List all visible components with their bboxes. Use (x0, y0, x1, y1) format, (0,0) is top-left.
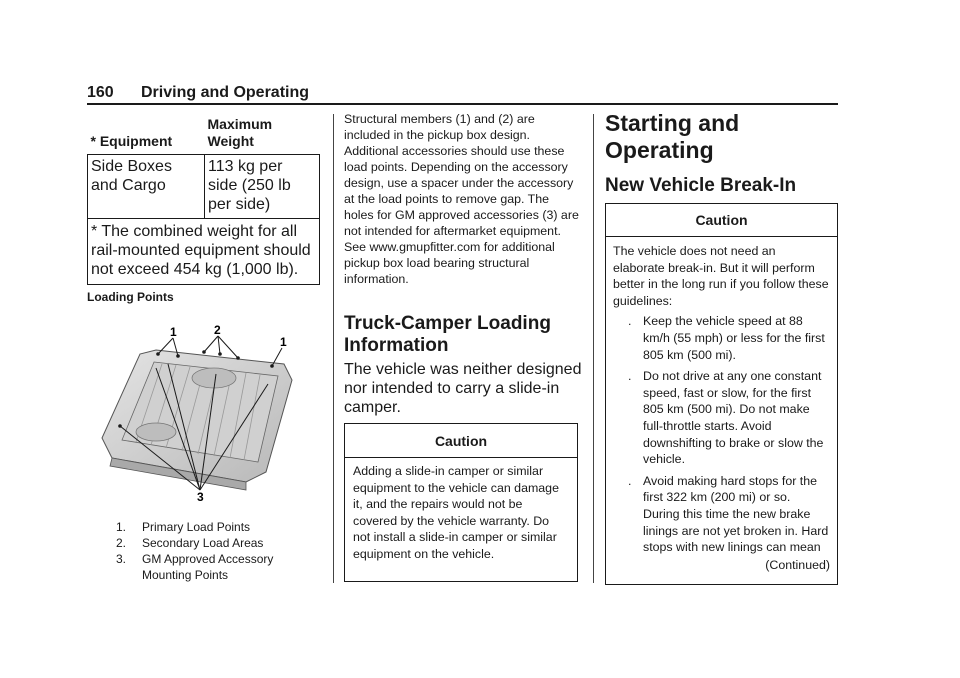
page-number: 160 (87, 84, 114, 101)
list-item (613, 473, 830, 556)
caution-title: Caution (606, 204, 837, 237)
legend-item (116, 519, 326, 535)
list-item-text: Keep the vehicle speed at 88 km/h (55 mph) or less for the first 805 km (500 mi). (643, 314, 825, 362)
bullet-marker: . (628, 473, 632, 488)
weight-table (87, 114, 320, 285)
legend-number: 1. (116, 520, 127, 534)
starting-operating-heading: Starting and Operating (605, 110, 740, 163)
column-divider-1 (333, 114, 334, 583)
legend-number: 2. (116, 536, 127, 550)
column-divider-2 (593, 114, 594, 583)
camper-caution-box (344, 423, 578, 582)
legend-item (116, 551, 326, 583)
legend-item (116, 535, 326, 551)
bullet-marker: . (628, 314, 632, 329)
structural-members-paragraph: Structural members (1) and (2) are included in the pickup box design. Additional accessories should use these load points. Depending on the accessory design, use a spacer under the accessory at the load points to remove gap. The holes for GM approved accessories (3) are not intended for aftermarket equipment. See www.gmupfitter.com for additional pickup box load bearing structural information. (344, 112, 579, 286)
truck-camper-heading: Truck-Camper Loading Information (344, 313, 551, 356)
wheel-well (136, 423, 176, 441)
legend-text: Secondary Load Areas (142, 536, 264, 550)
bullet-marker: . (628, 369, 632, 384)
figure-legend (116, 519, 326, 583)
legend-text: GM Approved Accessory Mounting Points (142, 552, 274, 582)
caution-title: Caution (345, 424, 577, 458)
list-item-text: Do not drive at any one constant speed, fast or slow, for the first 805 km (500 mi). Do not make full-throttle starts. Avoid downshifting to brake or slow the vehicle. (643, 369, 824, 467)
table-note-row (88, 219, 320, 285)
break-in-heading: New Vehicle Break-In (605, 175, 797, 196)
section-title: Driving and Operating (141, 84, 310, 101)
caution-intro: The vehicle does not need an elaborate break-in. But it will perform better in the long run if you follow these guidelines: (613, 244, 829, 308)
table-header-max-weight: Maximum Weight (205, 114, 320, 155)
continued-label: (Continued) (765, 557, 830, 572)
table-header-equipment: * Equipment (88, 114, 205, 155)
caution-text: Adding a slide-in camper or similar equipment to the vehicle can damage it, and the repairs would not be covered by the vehicle warranty. Do not install a slide-in camper or similar equipment on the vehicle. (353, 464, 559, 561)
callout-label: 2 (214, 323, 221, 337)
table-note: * The combined weight for all rail-mounted equipment should not exceed 454 kg (1,000 lb). (88, 219, 320, 285)
truck-camper-intro: The vehicle was neither designed nor intended to carry a slide-in camper. (344, 361, 582, 416)
legend-number: 3. (116, 552, 127, 566)
header-rule (87, 103, 838, 105)
callout-label: 1 (280, 335, 287, 349)
figure-title: Loading Points (87, 290, 174, 304)
guideline-list (613, 313, 830, 555)
callout-label: 3 (197, 490, 204, 504)
table-cell: 113 kg per side (250 lb per side) (205, 155, 320, 219)
table-cell: Side Boxes and Cargo (88, 155, 205, 219)
page-header (87, 84, 309, 102)
list-item-text: Avoid making hard stops for the first 322 km (200 mi) or so. During this time the new brake linings are not yet broken in. Hard stops with new linings can mean (643, 473, 829, 555)
break-in-caution-box (605, 203, 838, 585)
list-item (613, 313, 830, 363)
callout-label: 1 (170, 325, 177, 339)
list-item (613, 368, 830, 468)
table-row (88, 155, 320, 219)
pickup-box-illustration (96, 322, 324, 508)
legend-text: Primary Load Points (142, 520, 251, 534)
